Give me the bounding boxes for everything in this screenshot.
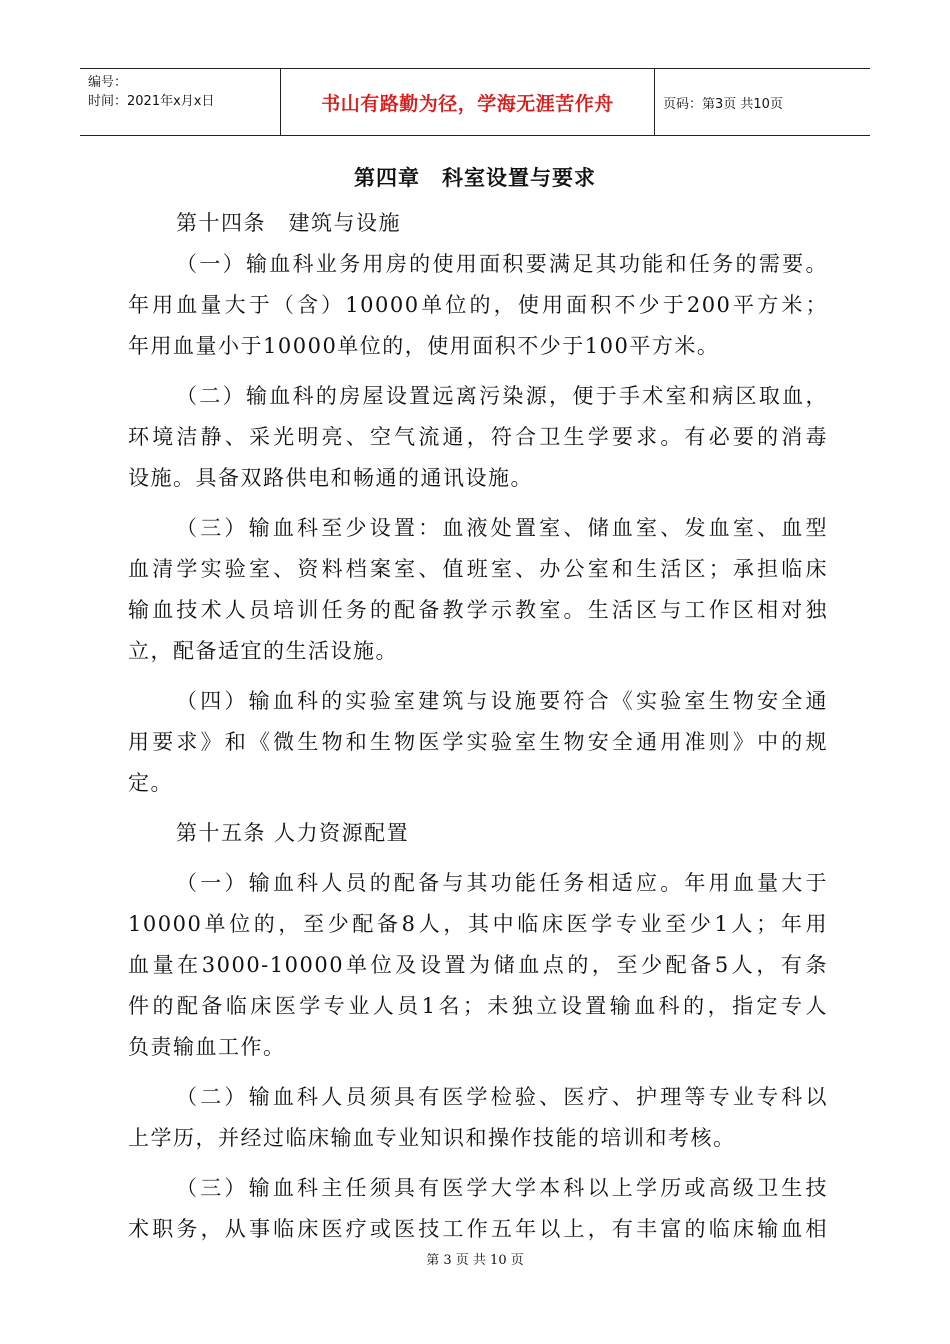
body-line: 件的配备临床医学专业人员1名；未独立设置输血科的，指定专人 bbox=[128, 994, 828, 1018]
header-motto: 书山有路勤为径，学海无涯苦作舟 bbox=[281, 69, 655, 135]
header-page-code: 页码：第3页 共10页 bbox=[663, 96, 783, 112]
page-header bbox=[80, 68, 870, 136]
body-line: 环境洁静、采光明亮、空气流通，符合卫生学要求。有必要的消毒 bbox=[128, 425, 828, 449]
body-line: 术职务，从事临床医疗或医技工作五年以上，有丰富的临床输血相 bbox=[128, 1217, 828, 1241]
document-body bbox=[128, 203, 828, 1250]
article-heading: 第十四条 建筑与设施 bbox=[176, 211, 401, 235]
body-line: 立，配备适宜的生活设施。 bbox=[128, 639, 398, 663]
body-line: （三）输血科主任须具有医学大学本科以上学历或高级卫生技 bbox=[176, 1176, 828, 1200]
chapter-title: 第四章 科室设置与要求 bbox=[354, 166, 596, 190]
body-line: 用要求》和《微生物和生物医学实验室生物安全通用准则》中的规 bbox=[128, 730, 828, 754]
body-line: 负责输血工作。 bbox=[128, 1035, 286, 1059]
document-date-label: 时间：2021年x月x日 bbox=[88, 94, 215, 109]
body-line: （二）输血科的房屋设置远离污染源，便于手术室和病区取血， bbox=[176, 384, 828, 408]
document-number-label: 编号： bbox=[88, 75, 128, 90]
article-heading: 第十五条 人力资源配置 bbox=[176, 821, 410, 845]
body-line: （一）输血科人员的配备与其功能任务相适应。年用血量大于 bbox=[176, 871, 828, 895]
body-line: 10000单位的，至少配备8人，其中临床医学专业至少1人；年用 bbox=[128, 912, 828, 936]
body-line: 上学历，并经过临床输血专业知识和操作技能的培训和考核。 bbox=[128, 1126, 736, 1150]
body-line: 年用血量小于10000单位的，使用面积不少于100平方米。 bbox=[128, 334, 720, 358]
body-line: 血清学实验室、资料档案室、值班室、办公室和生活区；承担临床 bbox=[128, 557, 828, 581]
body-line: （一）输血科业务用房的使用面积要满足其功能和任务的需要。 bbox=[176, 252, 828, 276]
body-line: （二）输血科人员须具有医学检验、医疗、护理等专业专科以 bbox=[176, 1085, 828, 1109]
body-line: 输血技术人员培训任务的配备教学示教室。生活区与工作区相对独 bbox=[128, 598, 828, 622]
body-line: 定。 bbox=[128, 771, 173, 795]
body-line: 设施。具备双路供电和畅通的通讯设施。 bbox=[128, 466, 533, 490]
body-line: （四）输血科的实验室建筑与设施要符合《实验室生物安全通 bbox=[176, 689, 828, 713]
page-footer: 第 3 页 共 10 页 bbox=[426, 1253, 524, 1268]
body-line: 血量在3000-10000单位及设置为储血点的，至少配备5人，有条 bbox=[128, 953, 828, 977]
body-line: （三）输血科至少设置：血液处置室、储血室、发血室、血型 bbox=[176, 516, 828, 540]
header-meta bbox=[80, 69, 281, 135]
body-line: 年用血量大于（含）10000单位的，使用面积不少于200平方米； bbox=[128, 293, 828, 317]
